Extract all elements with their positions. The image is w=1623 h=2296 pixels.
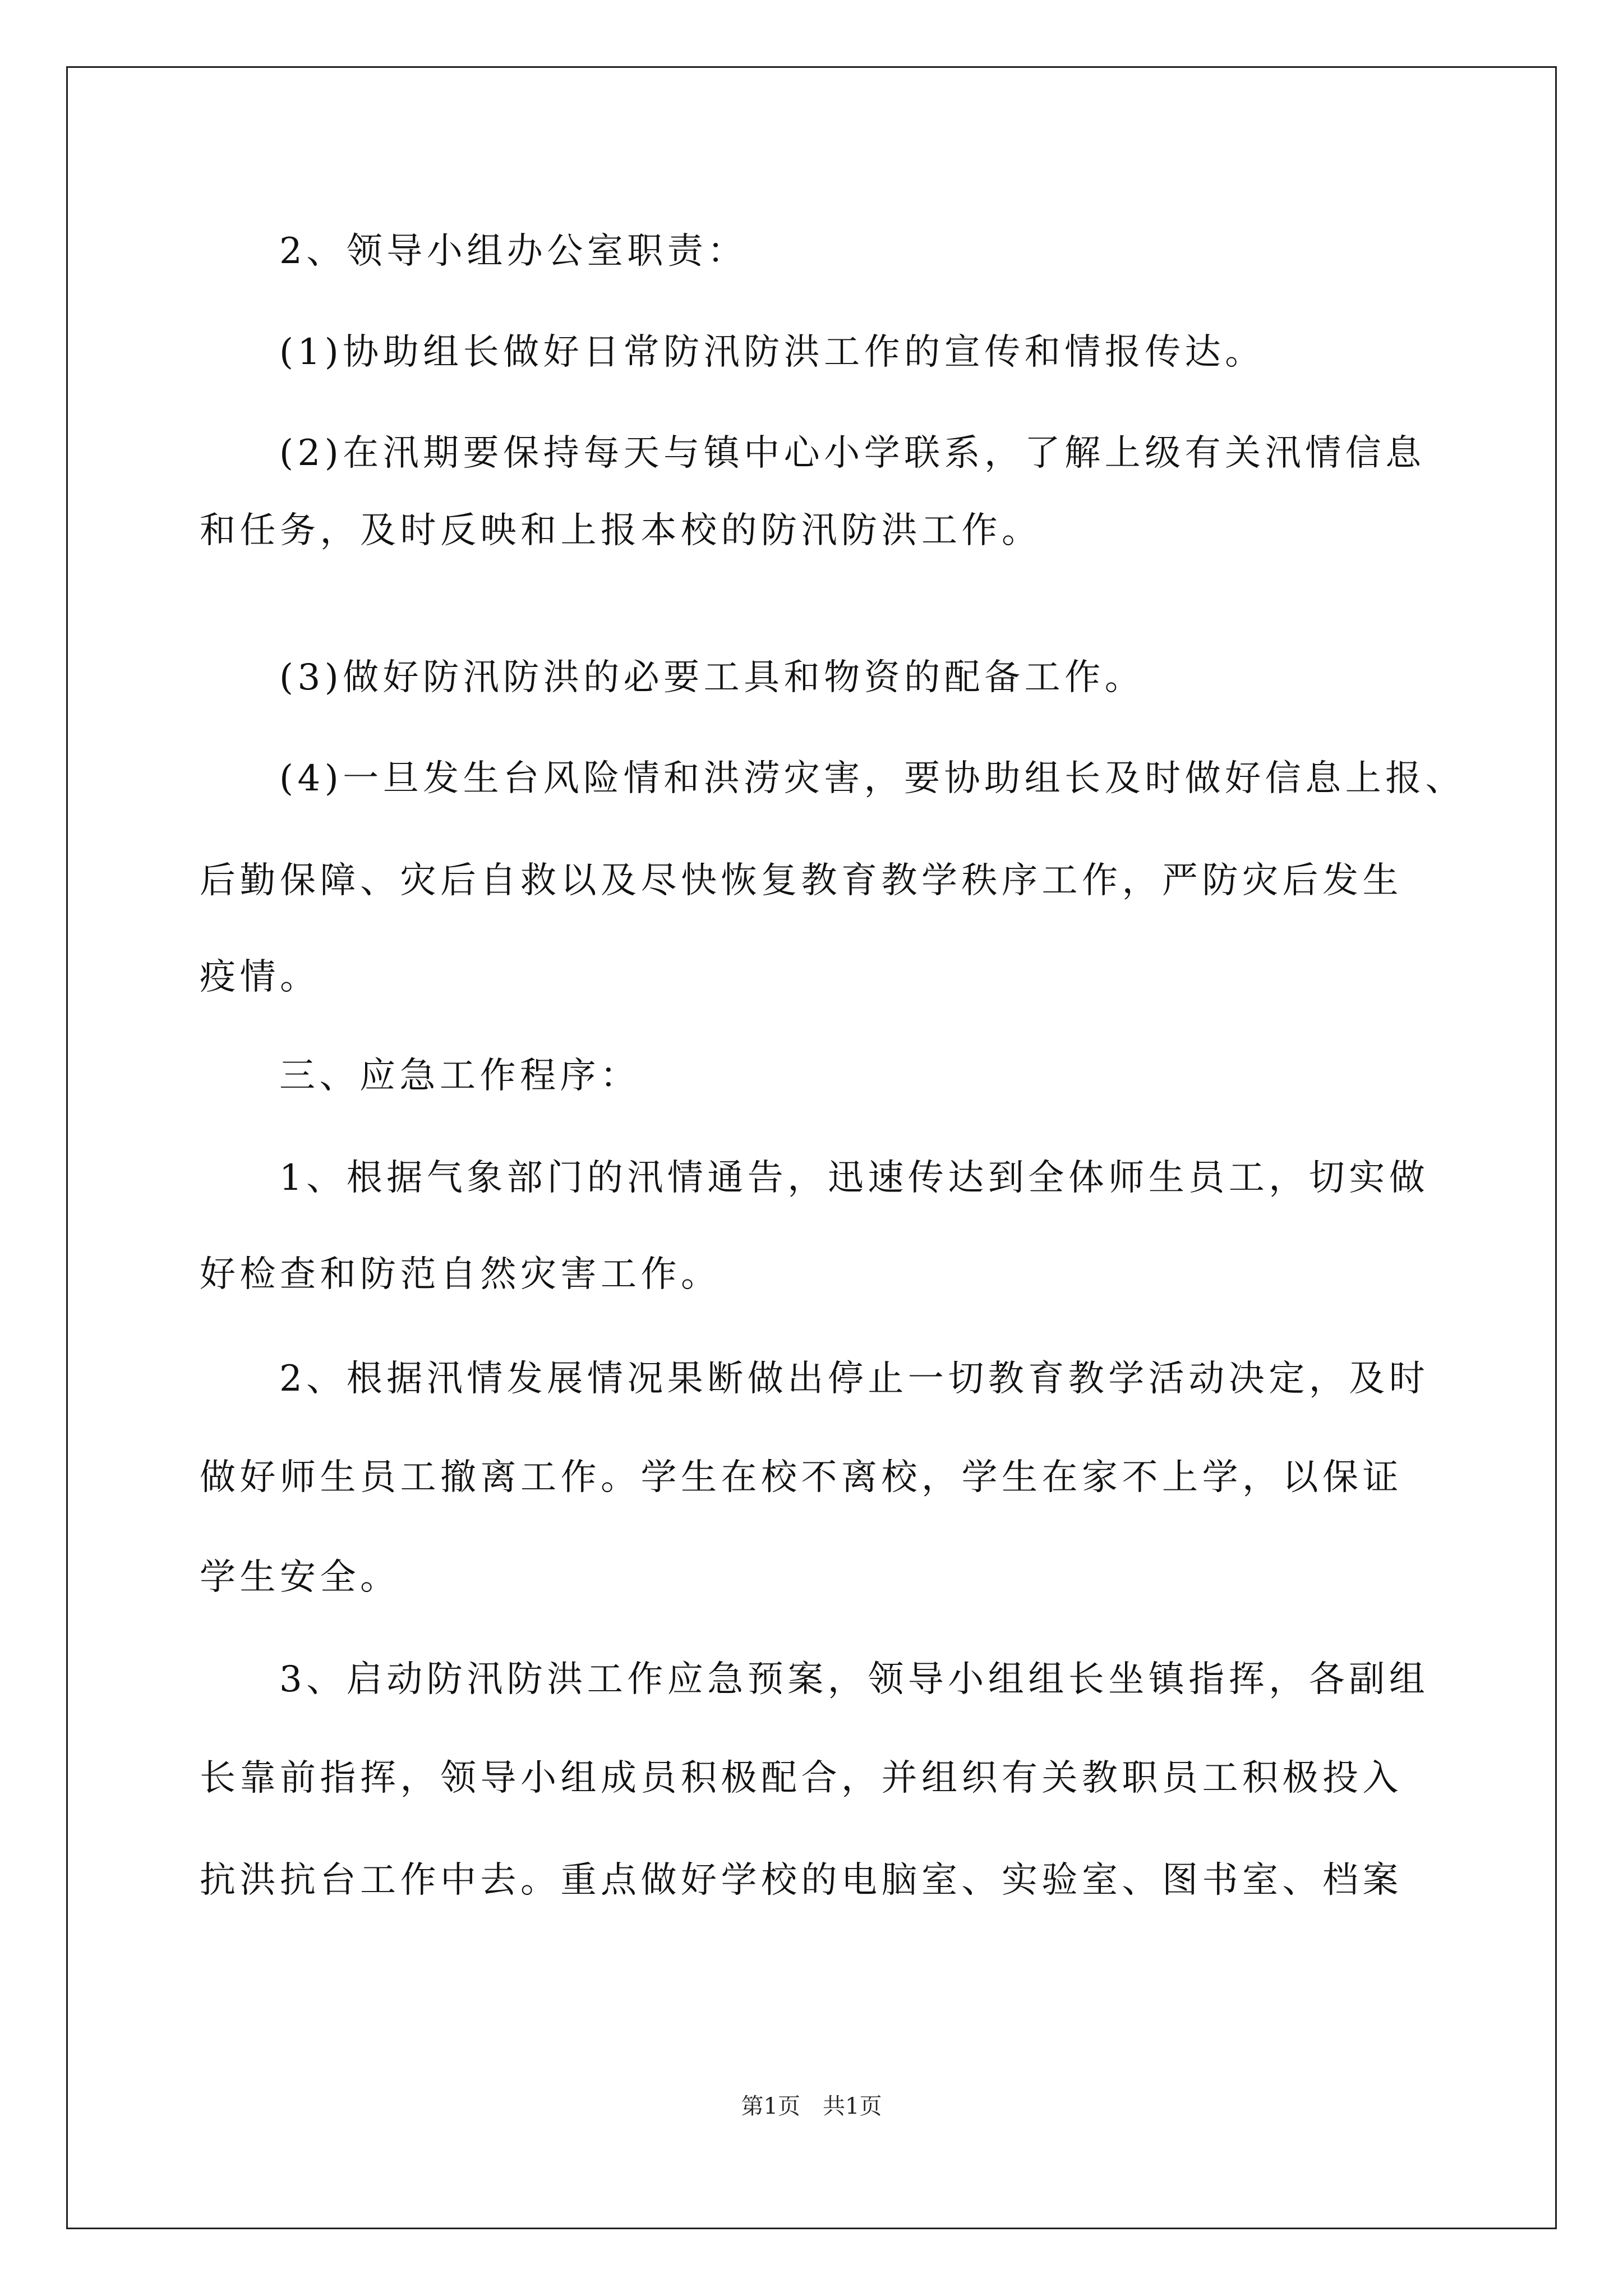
page-number-footer: 第1页 共1页 <box>741 2093 882 2119</box>
text-line: (2)在汛期要保持每天与镇中心小学联系，了解上级有关汛情信息 <box>279 432 1426 474</box>
text-line: 做好师生员工撤离工作。学生在校不离校，学生在家不上学，以保证 <box>200 1457 1403 1498</box>
text-line: 和任务，及时反映和上报本校的防汛防洪工作。 <box>200 510 1042 551</box>
text-line: 后勤保障、灾后自救以及尽快恢复教育教学秩序工作，严防灾后发生 <box>200 860 1403 901</box>
text-line: 1、根据气象部门的汛情通告，迅速传达到全体师生员工，切实做 <box>279 1157 1430 1199</box>
text-line: (3)做好防汛防洪的必要工具和物资的配备工作。 <box>279 657 1145 698</box>
page-border <box>66 66 1557 2229</box>
text-line: 2、根据汛情发展情况果断做出停止一切教育教学活动决定，及时 <box>279 1358 1430 1400</box>
text-line: 学生安全。 <box>200 1557 400 1598</box>
text-line: 好检查和防范自然灾害工作。 <box>200 1254 721 1295</box>
text-line: 三、应急工作程序： <box>279 1055 640 1097</box>
text-line: 抗洪抗台工作中去。重点做好学校的电脑室、实验室、图书室、档案 <box>200 1860 1403 1901</box>
text-line: (1)协助组长做好日常防汛防洪工作的宣传和情报传达。 <box>279 332 1265 373</box>
text-line: 3、启动防汛防洪工作应急预案，领导小组组长坐镇指挥，各副组 <box>279 1659 1430 1700</box>
text-line: 长靠前指挥，领导小组成员积极配合，并组织有关教职员工积极投入 <box>200 1757 1403 1799</box>
text-line: 2、领导小组办公室职责： <box>279 231 748 272</box>
text-line: (4)一旦发生台风险情和洪涝灾害，要协助组长及时做好信息上报、 <box>279 758 1466 799</box>
text-line: 疫情。 <box>200 956 320 998</box>
